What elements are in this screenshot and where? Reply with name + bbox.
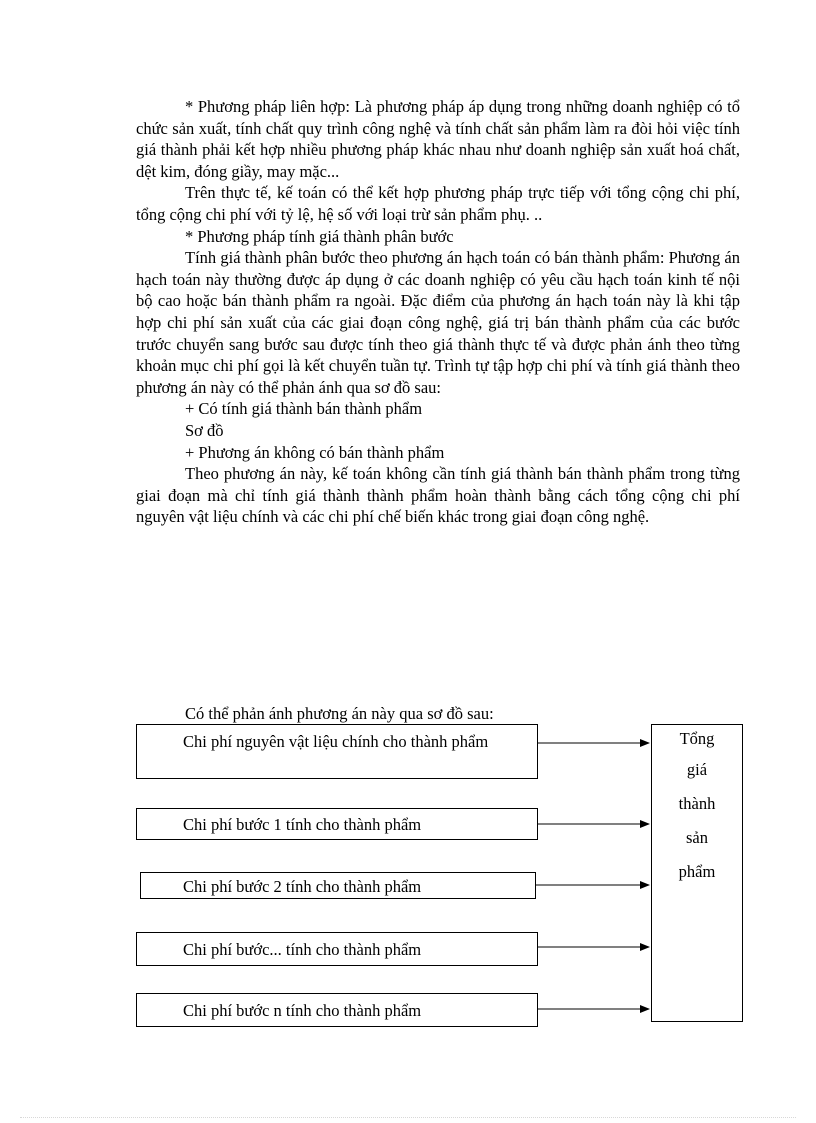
page-bottom-divider: [20, 1117, 796, 1118]
diagram-caption: Có thể phản ánh phương án này qua sơ đồ sau:: [185, 704, 494, 723]
total-line: phẩm: [678, 862, 716, 881]
total-line: thành: [678, 794, 716, 813]
total-line: sản: [686, 828, 708, 847]
paragraph-step-costing: Tính giá thành phân bước theo phương án hạch toán có bán thành phẩm: Phương án hạch toán này thường được áp dụng ở các doanh nghiệp có yêu cầu hạch toán kinh tế nội bộ cao hoặc bán thành phẩm ra ngoài. Đặc điểm của phương án hạch toán này là khi tập hợp chi phí sản xuất của các giai đoạn công nghệ, giá trị bán thành phẩm của các bước trước chuyển sang bước sau được tính theo giá thành thực tế và được phản ánh theo từng khoản mục chi phí gọi là kết chuyển tuần tự. Trình tự tập hợp chi phí và tính giá thành theo phương án này có thể phản ánh qua sơ đồ sau:: [136, 248, 740, 397]
total-line: Tổng: [679, 729, 715, 748]
diagram-label: Sơ đồ: [185, 420, 224, 440]
heading-step-method: * Phương pháp tính giá thành phân bước: [185, 226, 454, 246]
paragraph-combined-method: * Phương pháp liên hợp: Là phương pháp áp dụng trong những doanh nghiệp có tổ chức sản xuất, tính chất quy trình công nghệ và tính chất sản phẩm làm ra đòi hỏi việc tính giá thành phải kết hợp nhiều phương pháp khác nhau như doanh nghiệp sản xuất hoá chất, dệt kim, đóng giầy, may mặc...: [136, 97, 740, 181]
option-with-semi-finished: + Có tính giá thành bán thành phẩm: [185, 399, 423, 419]
box-label: Chi phí bước n tính cho thành phẩm: [183, 1001, 422, 1020]
box-label: Chi phí bước 1 tính cho thành phẩm: [183, 815, 422, 834]
box-label: Chi phí bước... tính cho thành phẩm: [183, 940, 422, 959]
total-line: giá: [686, 760, 708, 779]
option-without-semi-finished: + Phương án không có bán thành phẩm: [185, 442, 445, 462]
box-label: Chi phí nguyên vật liệu chính cho thành phẩm: [183, 732, 489, 751]
paragraph-practice: Trên thực tế, kế toán có thể kết hợp phương pháp trực tiếp với tổng cộng chi phí, tổng cộng chi phí với tỷ lệ, hệ số với loại trừ sản phẩm phụ. ..: [136, 183, 740, 224]
box-label: Chi phí bước 2 tính cho thành phẩm: [183, 877, 422, 896]
paragraph-without-semi-finished: Theo phương án này, kế toán không cần tính giá thành bán thành phẩm trong từng giai đoạn mà chỉ tính giá thành thành phẩm hoàn thành bằng cách tổng cộng chi phí nguyên vật liệu chính và các chi phí chế biến khác trong giai đoạn công nghệ.: [136, 464, 740, 527]
